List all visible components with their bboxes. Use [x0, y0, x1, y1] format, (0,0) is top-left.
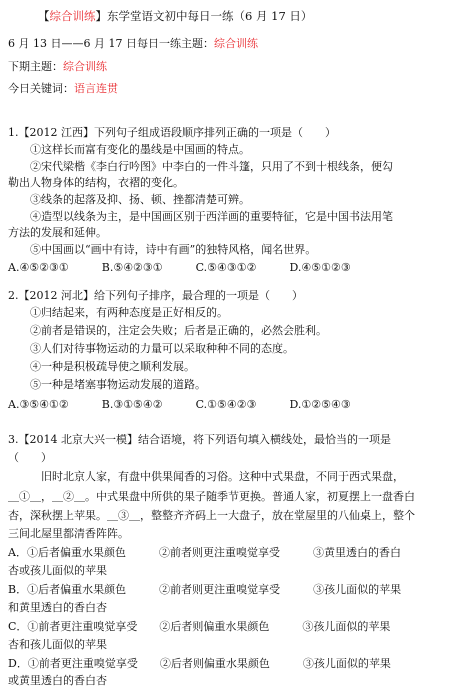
q1-line: ①这样长而富有变化的墨线是中国画的特点。 [8, 143, 250, 156]
q3-option-b-cont: 和黄里透白的香白杏 [8, 601, 107, 614]
q3-line: ＿①＿，＿②＿。中式果盘中所供的果子随季节更换。普通人家，初夏摆上一盘香白 [8, 490, 415, 503]
today-keyword-label: 今日关键词： [8, 82, 74, 95]
q2-line: ②前者是错误的，注定会失败；后者是正确的，必然会胜利。 [8, 324, 327, 337]
q1-line: ⑤中国画以“画中有诗，诗中有画”的独特风格，闻名世界。 [8, 243, 317, 256]
doc-title [38, 9, 312, 23]
today-keyword-value: 语言连贯 [74, 82, 118, 95]
title-text: 东学堂语文初中每日一练（6 月 17 日） [107, 9, 313, 23]
week-theme-label: 6 月 13 日——6 月 17 日每日一练主题： [8, 37, 214, 50]
q1-line: 勒出人物身体的结构，衣褶的变化。 [8, 176, 184, 189]
q1-line: 方法的发展和延伸。 [8, 226, 107, 239]
title-bracket-left: 【 [38, 9, 50, 23]
q2-line: 2.【2012 河北】给下列句子排序，最合理的一项是（ ） [8, 289, 303, 302]
q3-line: （ ） [8, 451, 52, 464]
q3-line: 3.【2014 北京大兴一模】结合语境，将下列语句填入横线处，最恰当的一项是 [8, 433, 391, 446]
q3-option-a-cont: 杏或孩儿面似的苹果 [8, 564, 107, 577]
week-theme-value: 综合训练 [213, 37, 258, 50]
q2-line: ①归结起来，有两种态度是正好相反的。 [8, 306, 228, 319]
q3-option-c: C．①前者更注重嗅觉享受 ②后者则偏重水果颜色 ③孩儿面似的苹果 [8, 620, 391, 633]
q3-line: 三间北屋里都清香阵阵。 [8, 527, 129, 540]
title-tag: 综合训练 [49, 9, 96, 23]
q1-line: ③线条的起落及抑、扬、顿、挫都清楚可辨。 [8, 193, 250, 206]
q2-line: ③人们对待事物运动的力量可以采取种种不同的态度。 [8, 342, 294, 355]
q2-line: ④一种是积极疏导使之顺利发展。 [8, 360, 195, 373]
q2-options: A.③⑤④①② B.③①⑤④② C.①⑤④②③ D.①②⑤④③ [8, 398, 351, 411]
today-keyword [8, 82, 118, 96]
q1-options: A.④⑤②③① B.⑤④②③① C.⑤④③①② D.④⑤①②③ [8, 261, 351, 274]
q2-line: ⑤一种是堵塞事物运动发展的道路。 [8, 378, 206, 391]
next-theme-value: 综合训练 [63, 60, 107, 73]
q3-line: 杏，深秋摆上苹果。＿③＿，整整齐齐码上一大盘子，放在堂屋里的八仙桌上，整个 [8, 509, 415, 522]
next-theme-label: 下期主题： [8, 60, 63, 73]
q1-line: ④造型以线条为主，是中国画区别于西洋画的重要特征，它是中国书法用笔 [8, 210, 393, 223]
q3-line: 旧时北京人家，有盘中供果闻香的习俗。这种中式果盘，不同于西式果盘， [8, 470, 404, 483]
q3-option-c-cont: 杏和孩儿面似的苹果 [8, 638, 107, 651]
week-theme [8, 37, 258, 51]
title-bracket-right: 】 [95, 9, 107, 23]
q3-option-b: B．①后者偏重水果颜色 ②前者则更注重嗅觉享受 ③孩儿面似的苹果 [8, 583, 402, 596]
q3-option-a: A．①后者偏重水果颜色 ②前者则更注重嗅觉享受 ③黄里透白的香白 [8, 546, 401, 559]
q3-option-d: D．①前者更注重嗅觉享受 ②后者则偏重水果颜色 ③孩儿面似的苹果 [8, 657, 391, 670]
q1-line: ②宋代梁楷《李白行吟图》中李白的一件斗篷，只用了不到十根线条，便勾 [8, 160, 393, 173]
q3-option-d-cont: 或黄里透白的香白杏 [8, 674, 107, 687]
next-theme [8, 60, 107, 74]
q1-line: 1.【2012 江西】下列句子组成语段顺序排列正确的一项是（ ） [8, 126, 336, 139]
